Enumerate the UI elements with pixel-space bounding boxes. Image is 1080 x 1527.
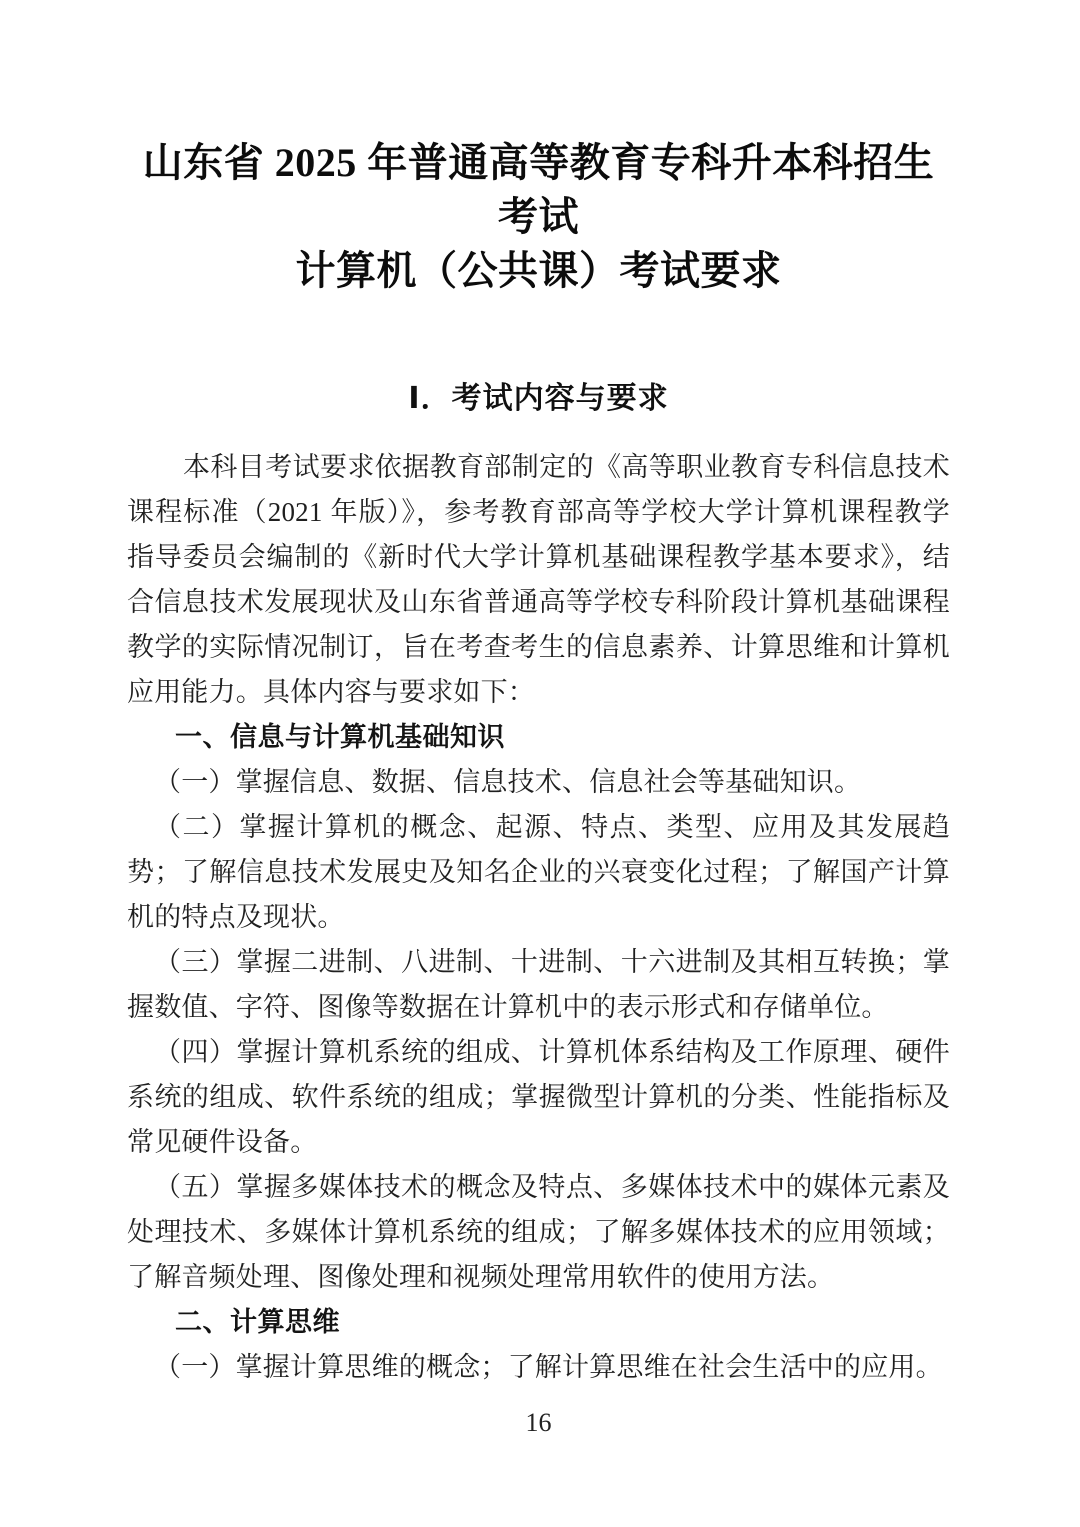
intro-paragraph: 本科目考试要求依据教育部制定的《高等职业教育专科信息技术课程标准（2021 年版）》，参考教育部高等学校大学计算机课程教学指导委员会编制的《新时代大学计算机基础课程教学基本要求》，结合信息技术发展现状及山东省普通高等学校专科阶段计算机基础课程教学的实际情况制订，旨在考查考生的信息素养、计算思维和计算机应用能力。具体内容与要求如下：	[127, 452, 950, 707]
list-item-basics-5: （五）掌握多媒体技术的概念及特点、多媒体技术中的媒体元素及处理技术、多媒体计算机系统的组成；了解多媒体技术的应用领域；了解音频处理、图像处理和视频处理常用软件的使用方法。	[127, 1172, 950, 1292]
document-title	[127, 136, 950, 298]
list-item-basics-1: （一）掌握信息、数据、信息技术、信息社会等基础知识。	[154, 767, 862, 797]
document-body	[127, 445, 950, 1390]
title-line-1: 山东省 2025 年普通高等教育专科升本科招生考试	[142, 140, 935, 239]
subsection-heading-computational-thinking: 二、计算思维	[175, 1307, 340, 1337]
list-item-basics-4: （四）掌握计算机系统的组成、计算机体系结构及工作原理、硬件系统的组成、软件系统的组成；掌握微型计算机的分类、性能指标及常见硬件设备。	[127, 1037, 950, 1157]
section-heading: Ⅰ．考试内容与要求	[408, 382, 669, 415]
list-item-basics-2: （二）掌握计算机的概念、起源、特点、类型、应用及其发展趋势；了解信息技术发展史及知名企业的兴衰变化过程；了解国产计算机的特点及现状。	[127, 812, 950, 932]
list-item-basics-3: （三）掌握二进制、八进制、十进制、十六进制及其相互转换；掌握数值、字符、图像等数据在计算机中的表示形式和存储单位。	[127, 947, 950, 1022]
page-number: 16	[525, 1408, 552, 1437]
subsection-heading-basics: 一、信息与计算机基础知识	[175, 722, 505, 752]
title-line-2: 计算机（公共课）考试要求	[295, 248, 782, 293]
list-item-thinking-1: （一）掌握计算思维的概念；了解计算思维在社会生活中的应用。	[154, 1352, 943, 1382]
